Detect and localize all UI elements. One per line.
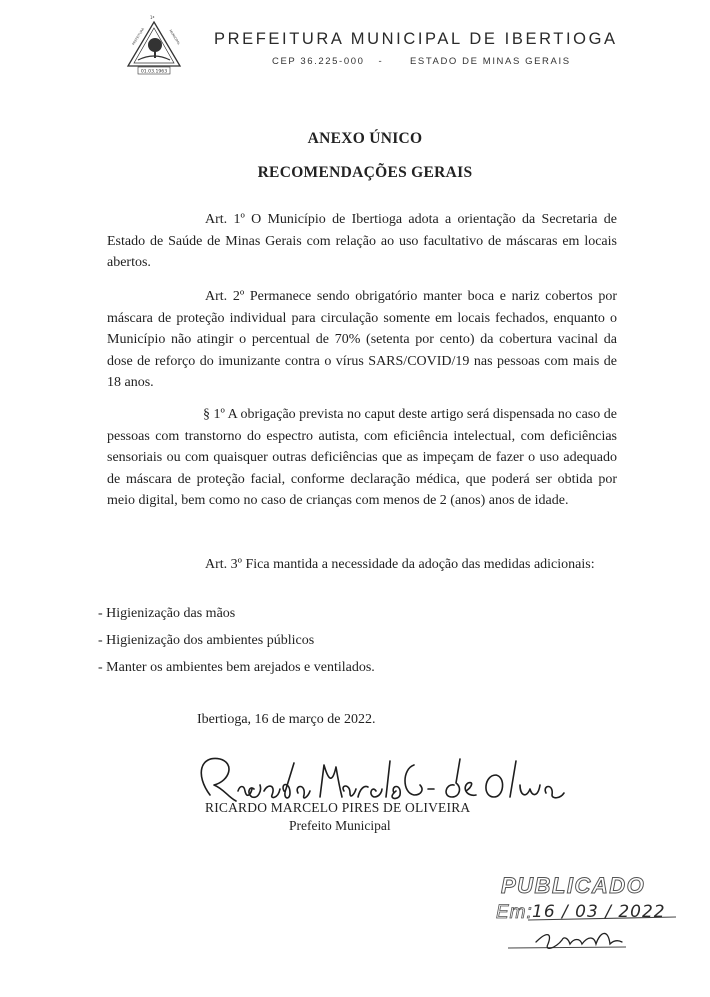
svg-text:01.03.1963: 01.03.1963 bbox=[140, 69, 168, 75]
svg-text:MUNICIPAL: MUNICIPAL bbox=[168, 28, 181, 46]
article-2 bbox=[107, 286, 617, 394]
article-3-text: Art. 3º Fica mantida a necessidade da adoção das medidas adicionais: bbox=[205, 557, 595, 572]
svg-text:PREFEITURA: PREFEITURA bbox=[131, 27, 146, 46]
article-1-text: Art. 1º O Município de Ibertioga adota a orientação da Secretaria de Estado de Saúde de Minas Gerais com relação ao uso facultativo de máscaras em locais abertos. bbox=[107, 212, 617, 270]
header-subtitle bbox=[272, 56, 585, 67]
list-item: - Higienização das mãos bbox=[98, 606, 236, 621]
paragraph-1 bbox=[107, 404, 617, 512]
header-separator: - bbox=[378, 56, 384, 67]
list-item: - Manter os ambientes bem arejados e ventilados. bbox=[98, 660, 375, 675]
stamp-label: PUBLICADO bbox=[501, 873, 646, 898]
signer-role: Prefeito Municipal bbox=[289, 818, 391, 833]
article-1 bbox=[107, 209, 617, 274]
measures-list bbox=[98, 600, 375, 681]
svg-text:1ª: 1ª bbox=[150, 15, 155, 20]
stamp-date: 16 / 03 / 2022 bbox=[532, 902, 666, 922]
municipal-seal-icon bbox=[124, 12, 184, 76]
paragraph-1-text: § 1º A obrigação prevista no caput deste artigo será dispensada no caso de pessoas com transtorno do espectro autista, com eficiência intelectual, com deficiências sensoriais ou com quaisquer outras deficiências que as impeçam de fazer o uso adequado de máscara de proteção facial, conforme declaração médica, que poderá ser obtida por meio digital, bem como no caso de crianças com menos de 2 (anos) anos de idade. bbox=[107, 407, 617, 508]
list-item: - Higienização dos ambientes públicos bbox=[98, 633, 315, 648]
article-2-text: Art. 2º Permanece sendo obrigatório manter boca e nariz cobertos por máscara de proteção individual para circulação somente em locais fechados, enquanto o Município não atingir o percentual de 70% (setenta por cento) da cobertura vacinal da dose de reforço do imunizante contra o vírus SARS/COVID/19 nas pessoas com mais de 18 anos. bbox=[107, 289, 617, 390]
place-date: Ibertioga, 16 de março de 2022. bbox=[197, 712, 376, 727]
signer-name: RICARDO MARCELO PIRES DE OLIVEIRA bbox=[205, 800, 471, 815]
document-subtitle: RECOMENDAÇÕES GERAIS bbox=[257, 164, 473, 181]
article-3 bbox=[107, 554, 617, 576]
document-title: ANEXO ÚNICO bbox=[307, 130, 423, 147]
stamp-em-label: Em: bbox=[496, 902, 533, 923]
header-state: ESTADO DE MINAS GERAIS bbox=[409, 56, 571, 67]
header-cep: CEP 36.225-000 bbox=[272, 56, 365, 67]
header-title: PREFEITURA MUNICIPAL DE IBERTIOGA bbox=[214, 30, 618, 48]
